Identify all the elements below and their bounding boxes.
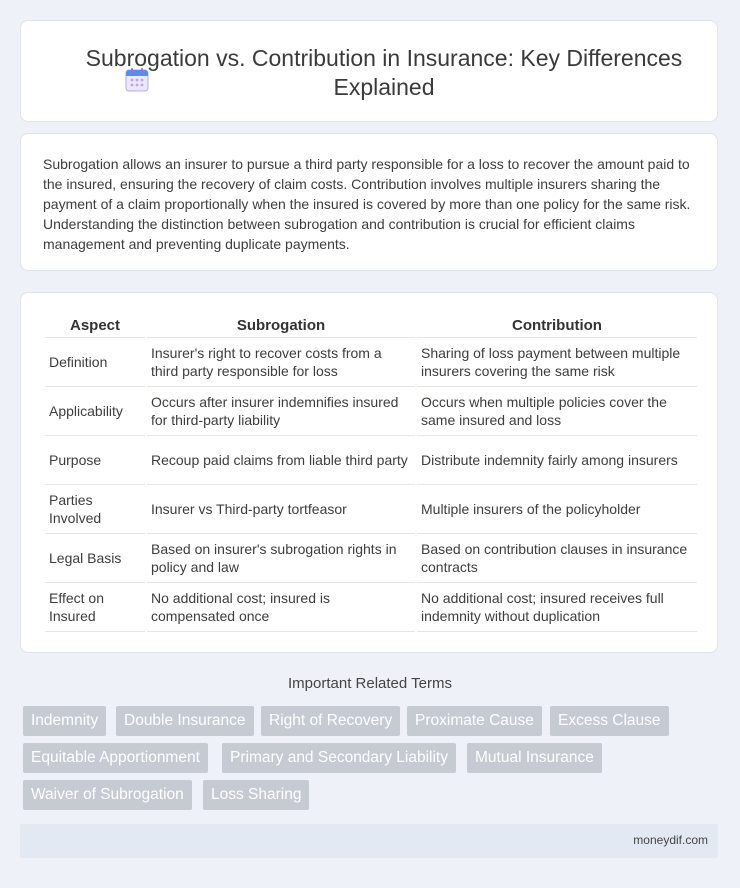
comparison-card (20, 292, 718, 653)
row-contribution: Based on contribution clauses in insurance contracts (417, 534, 697, 583)
table-row (45, 387, 697, 436)
table-row (45, 534, 697, 583)
tag-equitable-apportionment[interactable]: Equitable Apportionment (23, 743, 208, 773)
header-contribution: Contribution (417, 315, 697, 338)
row-contribution: Multiple insurers of the policyholder (417, 485, 697, 534)
row-aspect: Parties Involved (45, 485, 145, 534)
tag-primary-secondary-liability[interactable]: Primary and Secondary Liability (222, 743, 456, 773)
tag-right-of-recovery[interactable]: Right of Recovery (261, 706, 400, 736)
row-contribution: Sharing of loss payment between multiple insurers covering the same risk (417, 338, 697, 387)
tag-waiver-of-subrogation[interactable]: Waiver of Subrogation (23, 780, 192, 810)
intro-card (20, 133, 718, 271)
row-subrogation: Based on insurer's subrogation rights in policy and law (147, 534, 415, 583)
title-card (20, 20, 718, 122)
related-terms-title: Important Related Terms (288, 675, 452, 692)
row-aspect: Purpose (45, 436, 145, 485)
comparison-table (43, 315, 699, 632)
row-contribution: Distribute indemnity fairly among insurers (417, 436, 697, 485)
tag-mutual-insurance[interactable]: Mutual Insurance (467, 743, 602, 773)
table-row (45, 338, 697, 387)
row-subrogation: Insurer vs Third-party tortfeasor (147, 485, 415, 534)
row-aspect: Definition (45, 338, 145, 387)
tag-loss-sharing[interactable]: Loss Sharing (203, 780, 309, 810)
intro-paragraph: Subrogation allows an insurer to pursue a third party responsible for a loss to recover the amount paid to the insured, ensuring the recovery of claim costs. Contribution involves multiple insurers sharing the payment of a claim proportionally when the insured is covered by more than one policy for the same risk. Understanding the distinction between subrogation and contribution is crucial for efficient claims management and preventing duplicate payments. (43, 156, 691, 252)
footer (20, 824, 718, 858)
row-aspect: Applicability (45, 387, 145, 436)
row-subrogation: Occurs after insurer indemnifies insured for third-party liability (147, 387, 415, 436)
tag-indemnity[interactable]: Indemnity (23, 706, 106, 736)
row-contribution: Occurs when multiple policies cover the same insured and loss (417, 387, 697, 436)
footer-site-link[interactable]: moneydif.com (633, 833, 708, 847)
tag-proximate-cause[interactable]: Proximate Cause (407, 706, 542, 736)
row-subrogation: No additional cost; insured is compensated once (147, 583, 415, 632)
row-aspect: Effect on Insured (45, 583, 145, 632)
tag-double-insurance[interactable]: Double Insurance (116, 706, 254, 736)
table-row (45, 583, 697, 632)
row-subrogation: Recoup paid claims from liable third party (147, 436, 415, 485)
header-aspect: Aspect (45, 315, 145, 338)
table-row (45, 436, 697, 485)
tag-excess-clause[interactable]: Excess Clause (550, 706, 669, 736)
header-subrogation: Subrogation (147, 315, 415, 338)
page-title: Subrogation vs. Contribution in Insurance: Key Differences Explained (85, 45, 683, 100)
row-subrogation: Insurer's right to recover costs from a third party responsible for loss (147, 338, 415, 387)
row-aspect: Legal Basis (45, 534, 145, 583)
row-contribution: No additional cost; insured receives full indemnity without duplication (417, 583, 697, 632)
table-row (45, 485, 697, 534)
table-header-row (45, 315, 697, 338)
